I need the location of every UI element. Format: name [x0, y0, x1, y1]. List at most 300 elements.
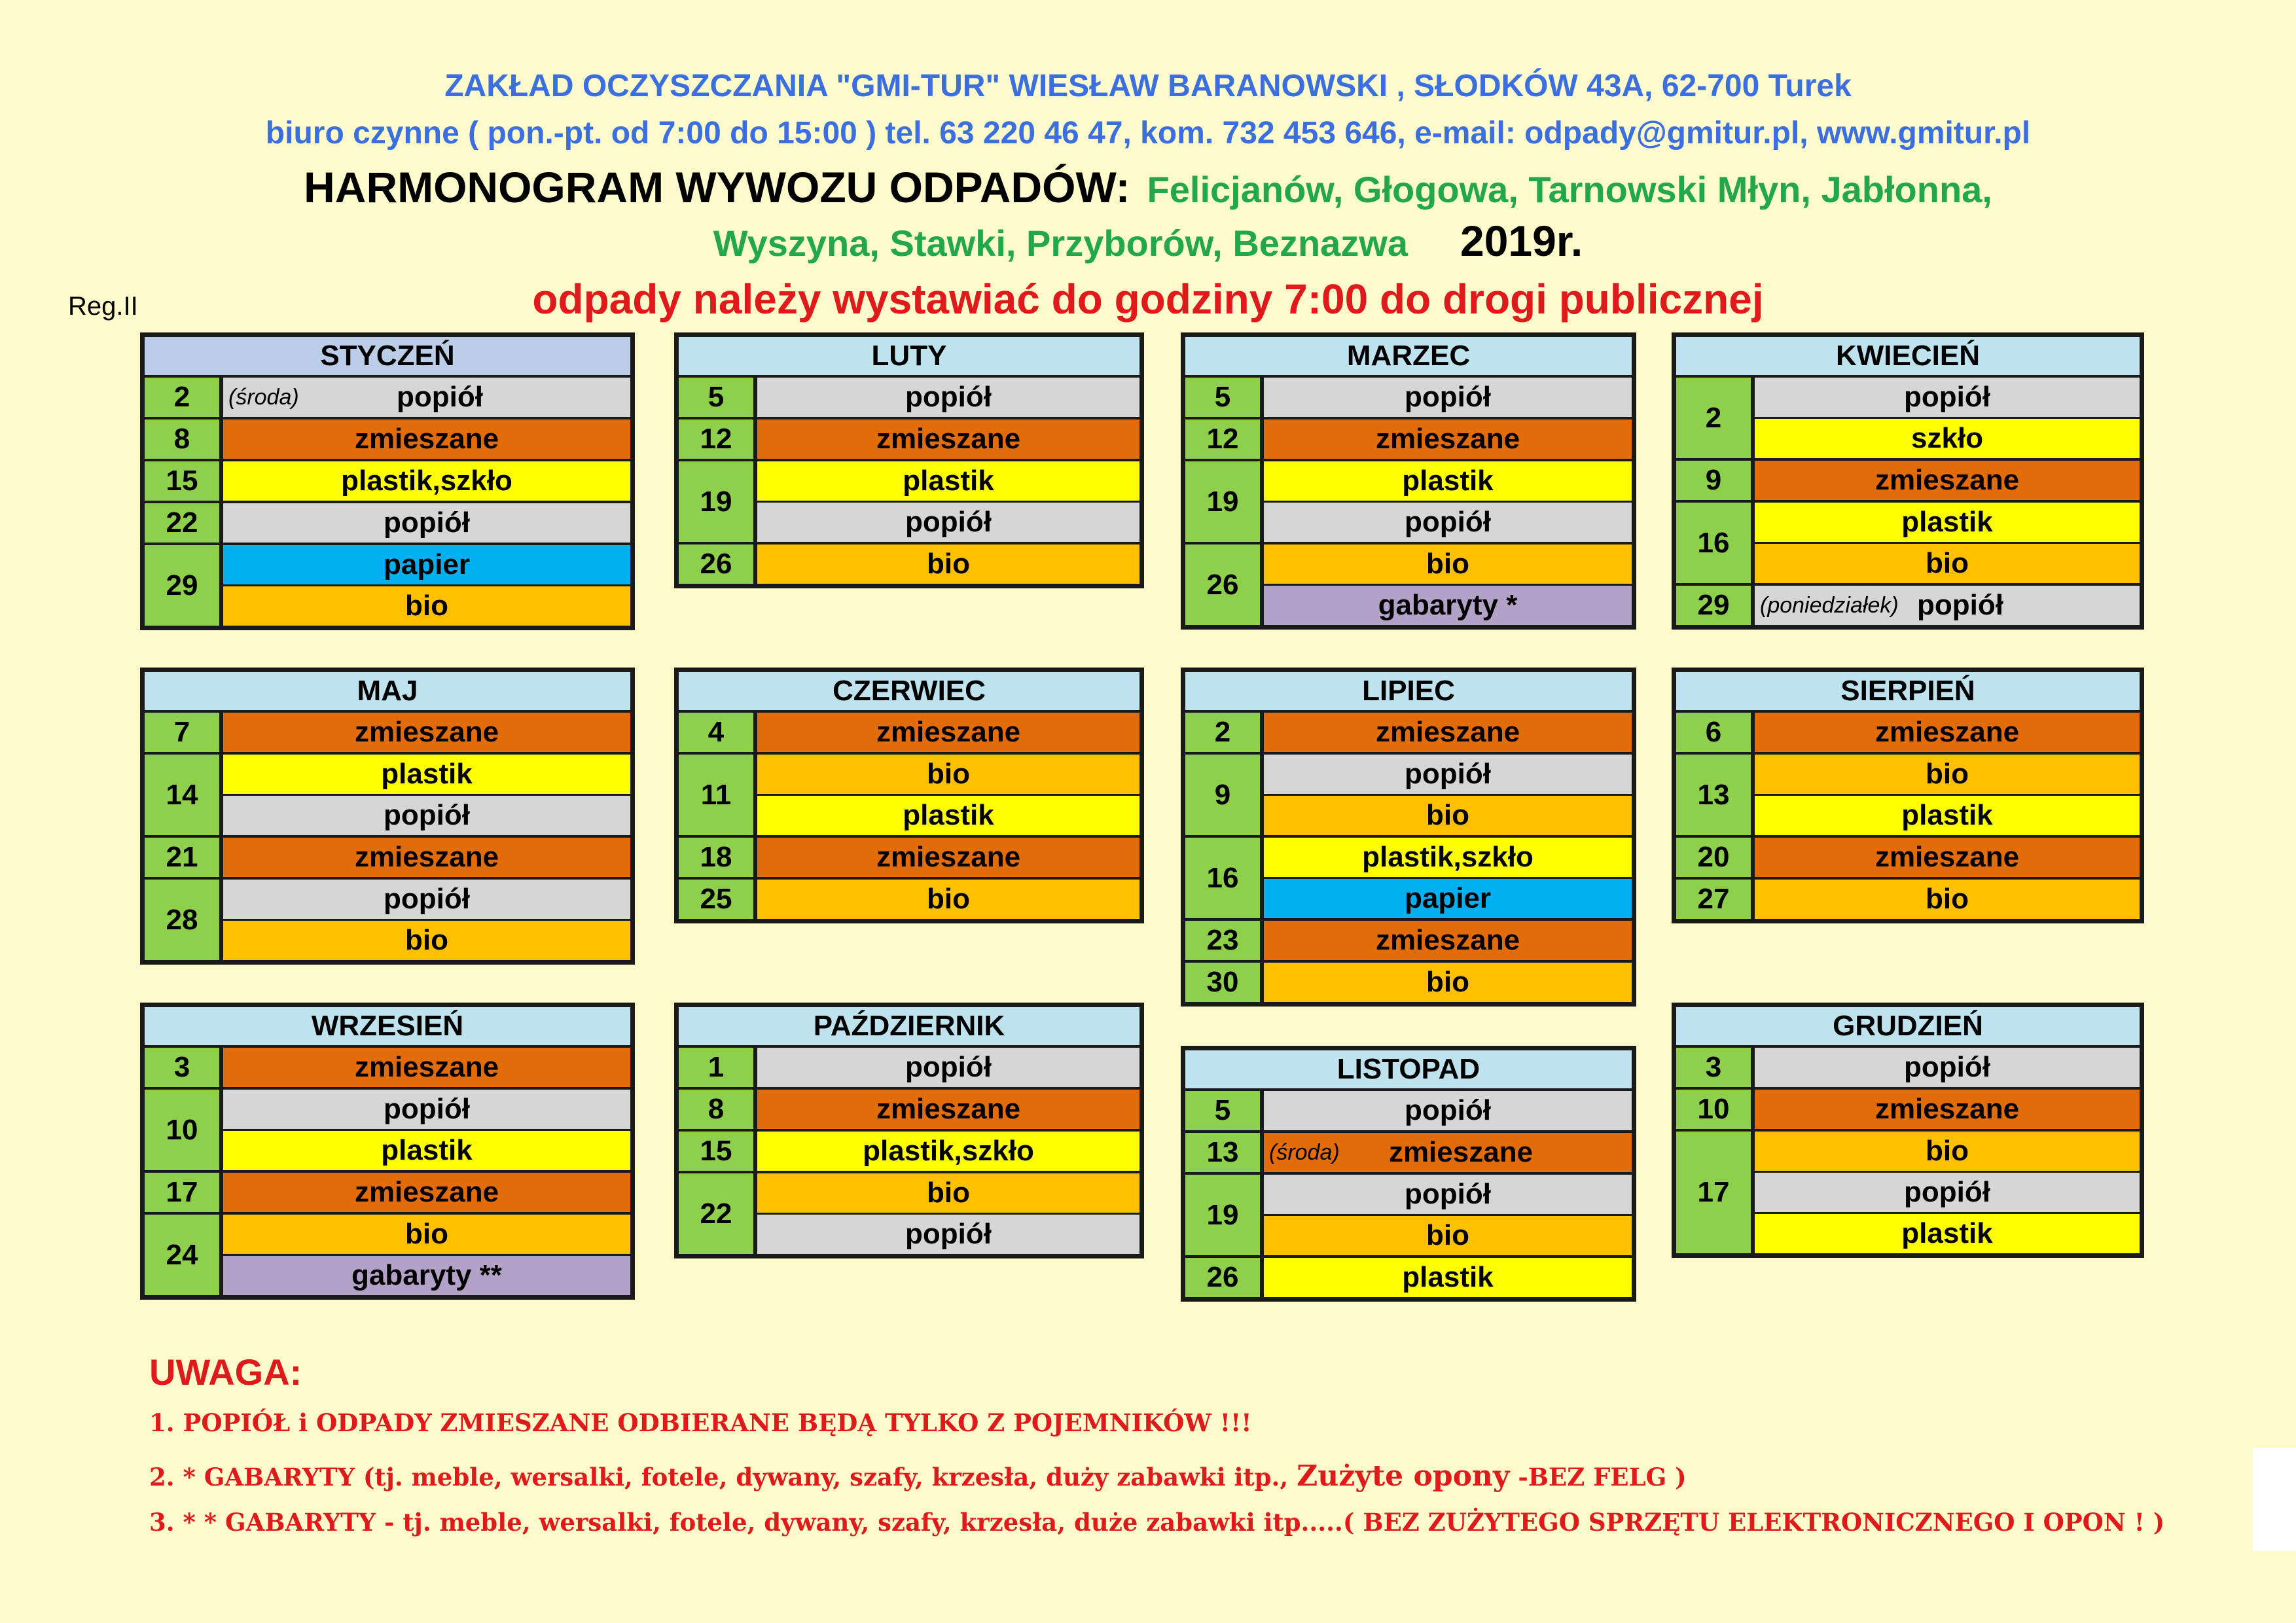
waste-type-bio: [757, 880, 1139, 919]
month-title: MARZEC: [1185, 337, 1632, 378]
waste-label: zmieszane: [1388, 1136, 1534, 1168]
month-title: SIERPIEŃ: [1676, 672, 2140, 713]
waste-type-popiol: [1755, 1048, 2140, 1087]
waste-label: zmieszane: [876, 423, 1021, 455]
waste-label: plastik,szkło: [1362, 841, 1534, 873]
waste-type-popiol: [1264, 501, 1632, 542]
day-number: 15: [145, 461, 223, 501]
day-number: 9: [1185, 755, 1264, 835]
waste-items: [757, 1048, 1139, 1087]
schedule-row: [1676, 583, 2140, 625]
office-hours-line: biuro czynne ( pon.-pt. od 7:00 do 15:00 ) tel. 63 220 46 47, kom. 732 453 646, e-mail: odpady@gmitur.pl, www.gmitur.pl: [265, 116, 2031, 151]
month-title: WRZESIEŃ: [145, 1007, 630, 1048]
month-styczen: [140, 332, 635, 630]
month-title: CZERWIEC: [679, 672, 1139, 713]
places-line-2: Wyszyna, Stawki, Przyborów, Beznazwa: [713, 223, 1408, 264]
waste-type-bio: [1264, 963, 1632, 1002]
month-title: PAŹDZIERNIK: [679, 1007, 1139, 1048]
waste-type-zmieszane: [757, 1090, 1139, 1129]
month-title: STYCZEŃ: [145, 337, 630, 378]
waste-label: zmieszane: [354, 1176, 499, 1208]
waste-type-plastik-szklo: [1264, 838, 1632, 877]
day-number: 18: [679, 838, 757, 877]
schedule-title: HARMONOGRAM WYWOZU ODPADÓW:: [304, 163, 1130, 211]
waste-label: bio: [405, 1218, 448, 1250]
waste-items: [1755, 838, 2140, 877]
waste-items: [223, 419, 630, 459]
company-line: ZAKŁAD OCZYSZCZANIA "GMI-TUR" WIESŁAW BARANOWSKI , SŁODKÓW 43A, 62-700 Turek: [444, 69, 1852, 103]
day-number: 13: [1676, 755, 1755, 835]
waste-items: [223, 755, 630, 835]
day-number: 12: [679, 419, 757, 459]
waste-label: bio: [1926, 758, 1969, 790]
schedule-row: [145, 713, 630, 752]
waste-items: [223, 1048, 630, 1087]
waste-items: [1264, 963, 1632, 1002]
waste-type-plastik: [1755, 503, 2140, 542]
day-number: 28: [145, 880, 223, 960]
waste-type-zmieszane: [1755, 461, 2140, 500]
waste-type-popiol: [223, 378, 630, 417]
schedule-row: [679, 1048, 1139, 1087]
note-1: 1. POPIÓŁ i ODPADY ZMIESZANE ODBIERANE BĘDĄ TYLKO Z POJEMNIKÓW !!!: [149, 1408, 1252, 1437]
waste-label: zmieszane: [1874, 841, 2020, 873]
day-number: 2: [145, 378, 223, 417]
waste-type-plastik: [1264, 1258, 1632, 1297]
day-number: 10: [1676, 1090, 1755, 1129]
month-luty: [674, 332, 1144, 588]
waste-type-zmieszane: [223, 1173, 630, 1212]
day-number: 16: [1185, 838, 1264, 918]
waste-items: [757, 378, 1139, 417]
waste-label: popiół: [1904, 1176, 1990, 1208]
waste-type-popiol: [223, 880, 630, 919]
schedule-row: [679, 1087, 1139, 1129]
month-czerwiec: [674, 668, 1144, 923]
waste-label: plastik: [903, 465, 994, 497]
waste-type-zmieszane: [757, 713, 1139, 752]
schedule-row: [1676, 877, 2140, 919]
schedule-row: [679, 752, 1139, 835]
waste-items: [1755, 503, 2140, 583]
places-year-line: [0, 216, 2296, 266]
waste-label: popiół: [384, 507, 470, 539]
day-number: 27: [1676, 880, 1755, 919]
month-listopad: [1181, 1046, 1636, 1302]
day-number: 8: [145, 419, 223, 459]
waste-type-zmieszane: [1755, 838, 2140, 877]
waste-label: zmieszane: [354, 841, 499, 873]
month-wrzesien: [140, 1003, 635, 1300]
waste-items: [1264, 1258, 1632, 1297]
waste-type-bio: [1264, 1214, 1632, 1255]
waste-type-popiol: [757, 1213, 1139, 1254]
waste-type-zmieszane: [223, 838, 630, 877]
waste-label: bio: [1426, 966, 1469, 998]
schedule-row: [145, 417, 630, 459]
waste-label: bio: [405, 924, 448, 956]
month-title: GRUDZIEŃ: [1676, 1007, 2140, 1048]
waste-label: zmieszane: [1874, 716, 2020, 748]
day-number: 20: [1676, 838, 1755, 877]
schedule-row: [145, 1048, 630, 1087]
month-sierpien: [1672, 668, 2144, 923]
waste-label: plastik: [903, 799, 994, 831]
waste-type-plastik-szklo: [223, 461, 630, 501]
day-number: 29: [1676, 586, 1755, 625]
schedule-row: [1185, 542, 1632, 625]
waste-label: plastik: [1402, 465, 1494, 497]
waste-items: [1264, 419, 1632, 459]
schedule-row: [1185, 1091, 1632, 1130]
day-number: 11: [679, 755, 757, 835]
waste-items: [757, 838, 1139, 877]
waste-items: [223, 461, 630, 501]
day-number: 17: [145, 1173, 223, 1212]
day-number: 19: [1185, 461, 1264, 542]
day-number: 23: [1185, 921, 1264, 960]
day-number: 15: [679, 1132, 757, 1171]
waste-type-plastik: [223, 1129, 630, 1170]
waste-items: [757, 419, 1139, 459]
places-line-1: Felicjanów, Głogowa, Tarnowski Młyn, Jabłonna,: [1147, 169, 1992, 210]
waste-type-popiol: [1755, 586, 2140, 625]
waste-label: gabaryty *: [1378, 589, 1518, 621]
waste-items: [1264, 838, 1632, 918]
day-number: 9: [1676, 461, 1755, 500]
day-number: 12: [1185, 419, 1264, 459]
day-number: 4: [679, 713, 757, 752]
day-number: 21: [145, 838, 223, 877]
day-number: 30: [1185, 963, 1264, 1002]
waste-label: zmieszane: [876, 1093, 1021, 1125]
waste-label: bio: [927, 758, 970, 790]
waste-type-bio: [757, 544, 1139, 584]
day-number: 8: [679, 1090, 757, 1129]
waste-type-zmieszane: [757, 419, 1139, 459]
waste-type-bio: [1755, 755, 2140, 794]
month-title: LISTOPAD: [1185, 1050, 1632, 1091]
schedule-row: [1185, 713, 1632, 752]
schedule-row: [1185, 459, 1632, 542]
schedule-row: [1185, 417, 1632, 459]
waste-items: [757, 461, 1139, 542]
schedule-row: [679, 378, 1139, 417]
waste-type-popiol: [223, 794, 630, 835]
waste-label: plastik,szkło: [341, 465, 512, 497]
waste-items: [1755, 378, 2140, 458]
waste-label: popiół: [384, 883, 470, 915]
waste-items: [223, 503, 630, 543]
schedule-row: [1185, 1130, 1632, 1172]
schedule-row: [1185, 1255, 1632, 1297]
waste-items: [223, 378, 630, 417]
waste-label: plastik: [1402, 1261, 1494, 1293]
waste-type-zmieszane: [757, 838, 1139, 877]
waste-label: zmieszane: [1375, 924, 1520, 956]
waste-items: [757, 713, 1139, 752]
blank-box: [2253, 1448, 2296, 1551]
schedule-row: [145, 501, 630, 543]
waste-label: plastik: [1901, 506, 1993, 538]
waste-items: [1755, 1048, 2140, 1087]
waste-label: bio: [1426, 548, 1469, 580]
schedule-row: [1185, 918, 1632, 960]
day-number: 16: [1676, 503, 1755, 583]
schedule-row: [679, 1129, 1139, 1171]
schedule-row: [679, 835, 1139, 877]
schedule-row: [145, 459, 630, 501]
waste-items: [1264, 461, 1632, 542]
waste-items: [223, 1215, 630, 1295]
waste-type-zmieszane: [1264, 1133, 1632, 1172]
waste-type-szklo: [1755, 417, 2140, 458]
waste-label: plastik: [381, 758, 473, 790]
region-label: Reg.II: [68, 292, 138, 321]
schedule-row: [145, 835, 630, 877]
schedule-row: [679, 542, 1139, 584]
waste-label: popiół: [384, 799, 470, 831]
waste-type-plastik: [757, 461, 1139, 501]
day-number: 10: [145, 1090, 223, 1170]
schedule-row: [1676, 835, 2140, 877]
schedule-row: [145, 543, 630, 626]
waste-type-gabaryty: [1264, 584, 1632, 625]
month-kwiecien: [1672, 332, 2144, 630]
waste-label: bio: [1926, 547, 1969, 579]
note-2-part-c: -BEZ FELG ): [1509, 1463, 1687, 1491]
waste-label: popiół: [1405, 381, 1491, 413]
waste-label: bio: [927, 1177, 970, 1209]
waste-label: bio: [1426, 799, 1469, 831]
waste-items: [757, 880, 1139, 919]
month-grudzien: [1672, 1003, 2144, 1258]
day-number: 17: [1676, 1132, 1755, 1253]
waste-label: popiół: [1917, 589, 2003, 621]
waste-label: popiół: [1904, 1051, 1990, 1083]
waste-label: papier: [383, 548, 471, 580]
weekday-note: (środa): [1269, 1140, 1340, 1165]
day-number: 1: [679, 1048, 757, 1087]
waste-label: plastik: [381, 1134, 473, 1166]
waste-type-popiol: [757, 501, 1139, 542]
waste-items: [757, 1132, 1139, 1171]
waste-label: zmieszane: [1874, 464, 2020, 496]
waste-items: [1264, 1091, 1632, 1130]
waste-type-bio: [1755, 1132, 2140, 1171]
waste-label: bio: [1926, 883, 1969, 915]
schedule-row: [1185, 1172, 1632, 1255]
waste-items: [757, 1090, 1139, 1129]
waste-items: [1264, 1133, 1632, 1172]
schedule-row: [145, 378, 630, 417]
waste-type-popiol: [1264, 1175, 1632, 1214]
waste-items: [1755, 586, 2140, 625]
waste-label: zmieszane: [1375, 423, 1520, 455]
waste-label: bio: [927, 883, 970, 915]
waste-type-plastik: [1755, 1212, 2140, 1253]
schedule-row: [1185, 752, 1632, 835]
weekday-note: (środa): [228, 385, 299, 410]
day-number: 22: [679, 1173, 757, 1254]
note-2-tyres: Zużyte opony: [1297, 1459, 1510, 1493]
waste-items: [1755, 461, 2140, 500]
schedule-row: [1676, 378, 2140, 458]
waste-type-bio: [1755, 542, 2140, 583]
schedule-row: [145, 752, 630, 835]
waste-type-popiol: [1264, 755, 1632, 794]
weekday-note: (poniedziałek): [1760, 593, 1899, 618]
month-pazdziernik: [674, 1003, 1144, 1258]
day-number: 7: [145, 713, 223, 752]
month-marzec: [1181, 332, 1636, 630]
schedule-row: [145, 877, 630, 960]
waste-label: szkło: [1910, 422, 1984, 454]
waste-items: [223, 1090, 630, 1170]
waste-type-bio: [757, 755, 1139, 794]
waste-type-bio: [757, 1173, 1139, 1213]
day-number: 3: [145, 1048, 223, 1087]
schedule-row: [1676, 1048, 2140, 1087]
waste-items: [1755, 1090, 2140, 1129]
waste-type-popiol: [1264, 1091, 1632, 1130]
waste-label: bio: [927, 548, 970, 580]
waste-items: [1264, 755, 1632, 835]
day-number: 26: [679, 544, 757, 584]
schedule-row: [1676, 752, 2140, 835]
waste-type-popiol: [1755, 1171, 2140, 1212]
waste-label: bio: [1926, 1135, 1969, 1167]
waste-items: [223, 838, 630, 877]
waste-label: zmieszane: [354, 716, 499, 748]
waste-items: [1264, 921, 1632, 960]
waste-type-popiol: [223, 503, 630, 543]
waste-label: popiół: [1904, 381, 1990, 413]
waste-type-zmieszane: [223, 713, 630, 752]
waste-label: gabaryty **: [351, 1259, 502, 1291]
waste-label: popiół: [905, 1218, 992, 1250]
waste-type-bio: [223, 584, 630, 626]
day-number: 6: [1676, 713, 1755, 752]
schedule-row: [679, 877, 1139, 919]
day-number: 25: [679, 880, 757, 919]
waste-items: [757, 755, 1139, 835]
waste-label: bio: [1426, 1219, 1469, 1251]
waste-label: zmieszane: [1874, 1093, 2020, 1125]
waste-items: [1755, 713, 2140, 752]
waste-label: popiół: [384, 1093, 470, 1125]
day-number: 2: [1676, 378, 1755, 458]
day-number: 5: [1185, 1091, 1264, 1130]
day-number: 19: [1185, 1175, 1264, 1255]
waste-type-popiol: [757, 378, 1139, 417]
waste-type-popiol: [223, 1090, 630, 1129]
waste-type-zmieszane: [1264, 419, 1632, 459]
waste-items: [1264, 713, 1632, 752]
day-number: 2: [1185, 713, 1264, 752]
day-number: 22: [145, 503, 223, 543]
schedule-row: [1676, 500, 2140, 583]
waste-label: plastik: [1901, 1217, 1993, 1249]
waste-type-gabaryty2: [223, 1254, 630, 1295]
waste-type-bio: [1755, 880, 2140, 919]
waste-items: [1755, 1132, 2140, 1253]
schedule-row: [145, 1170, 630, 1212]
waste-items: [1755, 755, 2140, 835]
day-number: 29: [145, 545, 223, 626]
schedule-row: [1676, 1129, 2140, 1253]
waste-type-popiol: [1755, 378, 2140, 417]
waste-items: [757, 1173, 1139, 1254]
waste-type-papier: [223, 545, 630, 584]
waste-type-bio: [1264, 794, 1632, 835]
schedule-row: [1676, 713, 2140, 752]
waste-items: [1264, 378, 1632, 417]
waste-items: [223, 713, 630, 752]
waste-type-zmieszane: [1755, 713, 2140, 752]
waste-label: popiół: [1405, 758, 1491, 790]
waste-items: [223, 880, 630, 960]
waste-type-plastik: [1264, 461, 1632, 501]
note-3: 3. * * GABARYTY - tj. meble, wersalki, fotele, dywany, szafy, krzesła, duże zabawki itp.....( BEZ ZUŻYTEGO SPRZĘTU ELEKTRONICZNEGO I OPON ! ): [149, 1508, 2165, 1537]
month-maj: [140, 668, 635, 965]
day-number: 3: [1676, 1048, 1755, 1087]
waste-label: popiół: [1405, 1178, 1491, 1210]
waste-type-plastik-szklo: [757, 1132, 1139, 1171]
schedule-row: [1676, 1087, 2140, 1129]
waste-type-plastik: [757, 794, 1139, 835]
waste-label: zmieszane: [354, 423, 499, 455]
schedule-row: [679, 417, 1139, 459]
schedule-row: [679, 1171, 1139, 1254]
waste-label: popiół: [905, 506, 992, 538]
waste-type-bio: [223, 919, 630, 960]
waste-type-papier: [1264, 877, 1632, 918]
waste-items: [757, 544, 1139, 584]
month-title: MAJ: [145, 672, 630, 713]
waste-label: plastik: [1901, 799, 1993, 831]
waste-type-zmieszane: [1755, 1090, 2140, 1129]
waste-items: [223, 1173, 630, 1212]
schedule-row: [1185, 960, 1632, 1002]
notes-heading: UWAGA:: [149, 1351, 302, 1393]
waste-items: [1755, 880, 2140, 919]
waste-type-popiol: [1264, 378, 1632, 417]
schedule-row: [145, 1212, 630, 1295]
waste-label: popiół: [397, 381, 483, 413]
day-number: 26: [1185, 544, 1264, 625]
year: 2019r.: [1460, 217, 1583, 265]
schedule-row: [679, 459, 1139, 542]
month-title: LUTY: [679, 337, 1139, 378]
waste-label: zmieszane: [876, 841, 1021, 873]
day-number: 19: [679, 461, 757, 542]
month-title: LIPIEC: [1185, 672, 1632, 713]
schedule-row: [679, 713, 1139, 752]
waste-items: [1264, 544, 1632, 625]
waste-items: [223, 545, 630, 626]
waste-label: zmieszane: [876, 716, 1021, 748]
day-number: 5: [679, 378, 757, 417]
day-number: 24: [145, 1215, 223, 1295]
note-2-part-a: 2. * GABARYTY (tj. meble, wersalki, fotele, dywany, szafy, krzesła, duży zabawki itp.,: [149, 1463, 1297, 1491]
instruction-line: odpady należy wystawiać do godziny 7:00 do drogi publicznej: [532, 276, 1764, 323]
waste-label: popiół: [905, 381, 992, 413]
waste-type-zmieszane: [1264, 921, 1632, 960]
waste-label: popiół: [1405, 506, 1491, 538]
waste-type-popiol: [757, 1048, 1139, 1087]
waste-type-zmieszane: [1264, 713, 1632, 752]
